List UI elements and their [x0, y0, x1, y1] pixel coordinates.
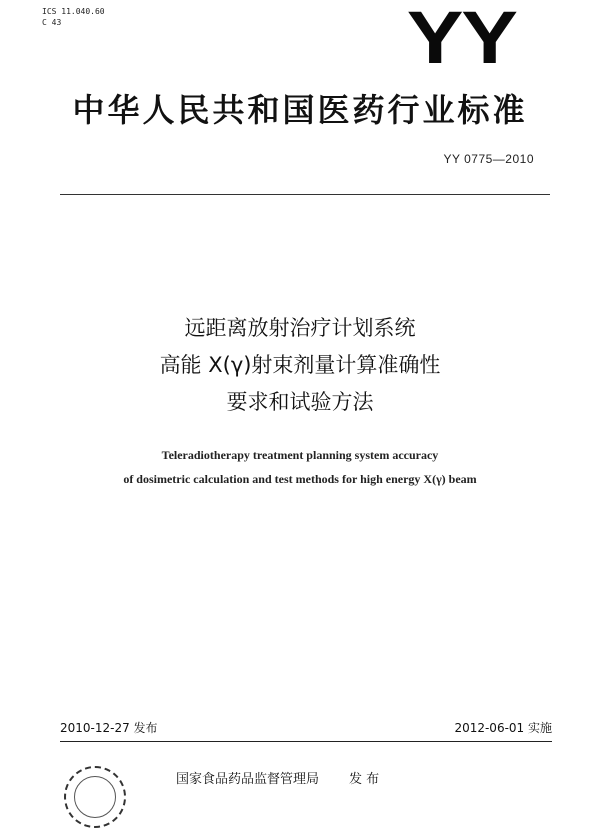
issue-word: 发 布 [349, 772, 380, 787]
standard-type-title: 中华人民共和国医药行业标准 [72, 91, 528, 129]
chinese-title-line-3: 要求和试验方法 [226, 390, 374, 414]
issue-date: 2010-12-27 发布 [60, 721, 158, 735]
chinese-title [0, 310, 600, 421]
english-title-line-1: Teleradiotherapy treatment planning system accuracy [161, 448, 439, 462]
authority-emblem-icon [64, 766, 126, 828]
english-title-line-2: of dosimetric calculation and test methods for high energy X(γ) beam [123, 472, 477, 486]
issuer-name: 国家食品药品监督管理局 [176, 772, 320, 787]
english-title [0, 443, 600, 491]
chinese-title-line-2: 高能 X(γ)射束剂量计算准确性 [159, 353, 441, 377]
chinese-title-line-1: 远距离放射治疗计划系统 [184, 316, 416, 340]
yy-logo: YY [407, 0, 516, 79]
ics-code: ICS 11.040.60 [42, 7, 105, 16]
issuing-authority [176, 768, 379, 787]
implementation-date: 2012-06-01 实施 [454, 721, 552, 735]
classification-codes [42, 6, 105, 28]
ccs-code: C 43 [42, 18, 62, 27]
bottom-divider [60, 741, 552, 742]
standard-number: YY 0775—2010 [443, 152, 534, 166]
top-divider [60, 194, 550, 195]
